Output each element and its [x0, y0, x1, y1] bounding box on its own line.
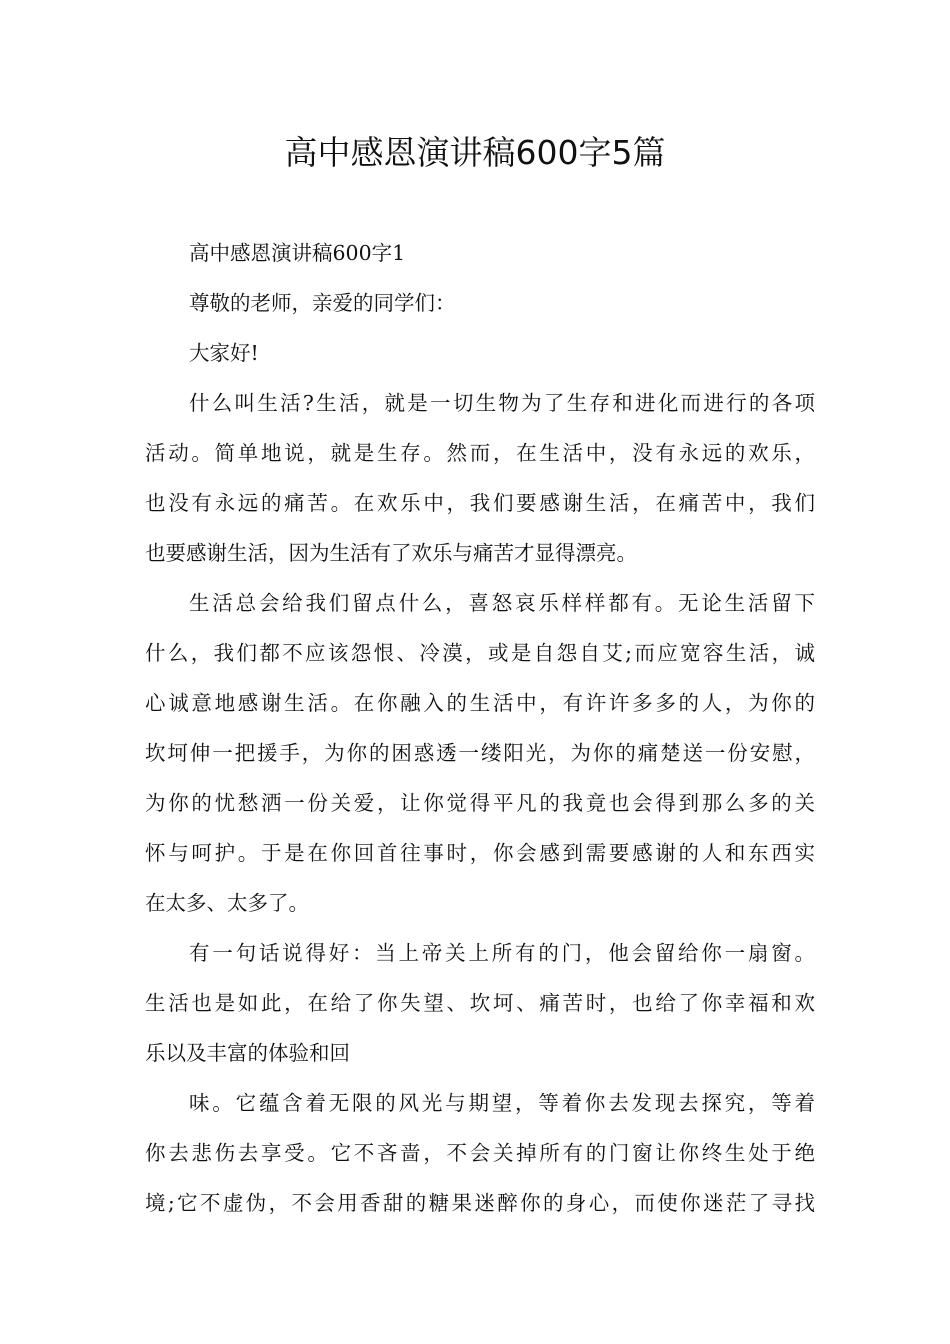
body-line: 生活也是如此，在给了你失望、坎坷、痛苦时，也给了你幸福和欢: [145, 991, 815, 1015]
body-line: 有一句话说得好：当上帝关上所有的门，他会留给你一扇窗。: [189, 941, 815, 965]
body-line: 心诚意地感谢生活。在你融入的生活中，有许许多多的人，为你的: [145, 691, 815, 715]
body-line: 尊敬的老师，亲爱的同学们：: [189, 291, 456, 315]
body-line: 为你的忧愁洒一份关爱，让你觉得平凡的我竟也会得到那么多的关: [145, 791, 815, 815]
body-line: 大家好!: [189, 341, 259, 365]
document-title: 高中感恩演讲稿600字5篇: [284, 133, 666, 172]
body-line: 怀与呵护。于是在你回首往事时，你会感到需要感谢的人和东西实: [145, 841, 815, 865]
body-line: 什么叫生活?生活，就是一切生物为了生存和进化而进行的各项: [189, 391, 815, 415]
body-line: 也要感谢生活，因为生活有了欢乐与痛苦才显得漂亮。: [145, 541, 637, 565]
body-line: 味。它蕴含着无限的风光与期望，等着你去发现去探究，等着: [189, 1091, 815, 1115]
body-line: 乐以及丰富的体验和回: [145, 1041, 350, 1065]
body-line: 高中感恩演讲稿600字1: [189, 241, 406, 265]
body-line: 在太多、太多了。: [145, 891, 309, 915]
body-line: 境;它不虚伪，不会用香甜的糖果迷醉你的身心，而使你迷茫了寻找: [145, 1191, 815, 1215]
body-line: 什么，我们都不应该怨恨、冷漠，或是自怨自艾;而应宽容生活，诚: [145, 641, 815, 665]
body-line: 生活总会给我们留点什么，喜怒哀乐样样都有。无论生活留下: [189, 591, 815, 615]
body-line: 坎坷伸一把援手，为你的困惑透一缕阳光，为你的痛楚送一份安慰，: [145, 741, 815, 765]
document-body: [145, 228, 815, 1228]
body-line: 也没有永远的痛苦。在欢乐中，我们要感谢生活，在痛苦中，我们: [145, 491, 815, 515]
body-line: 你去悲伤去享受。它不吝啬，不会关掉所有的门窗让你终生处于绝: [145, 1141, 815, 1165]
body-line: 活动。简单地说，就是生存。然而，在生活中，没有永远的欢乐，: [145, 441, 815, 465]
